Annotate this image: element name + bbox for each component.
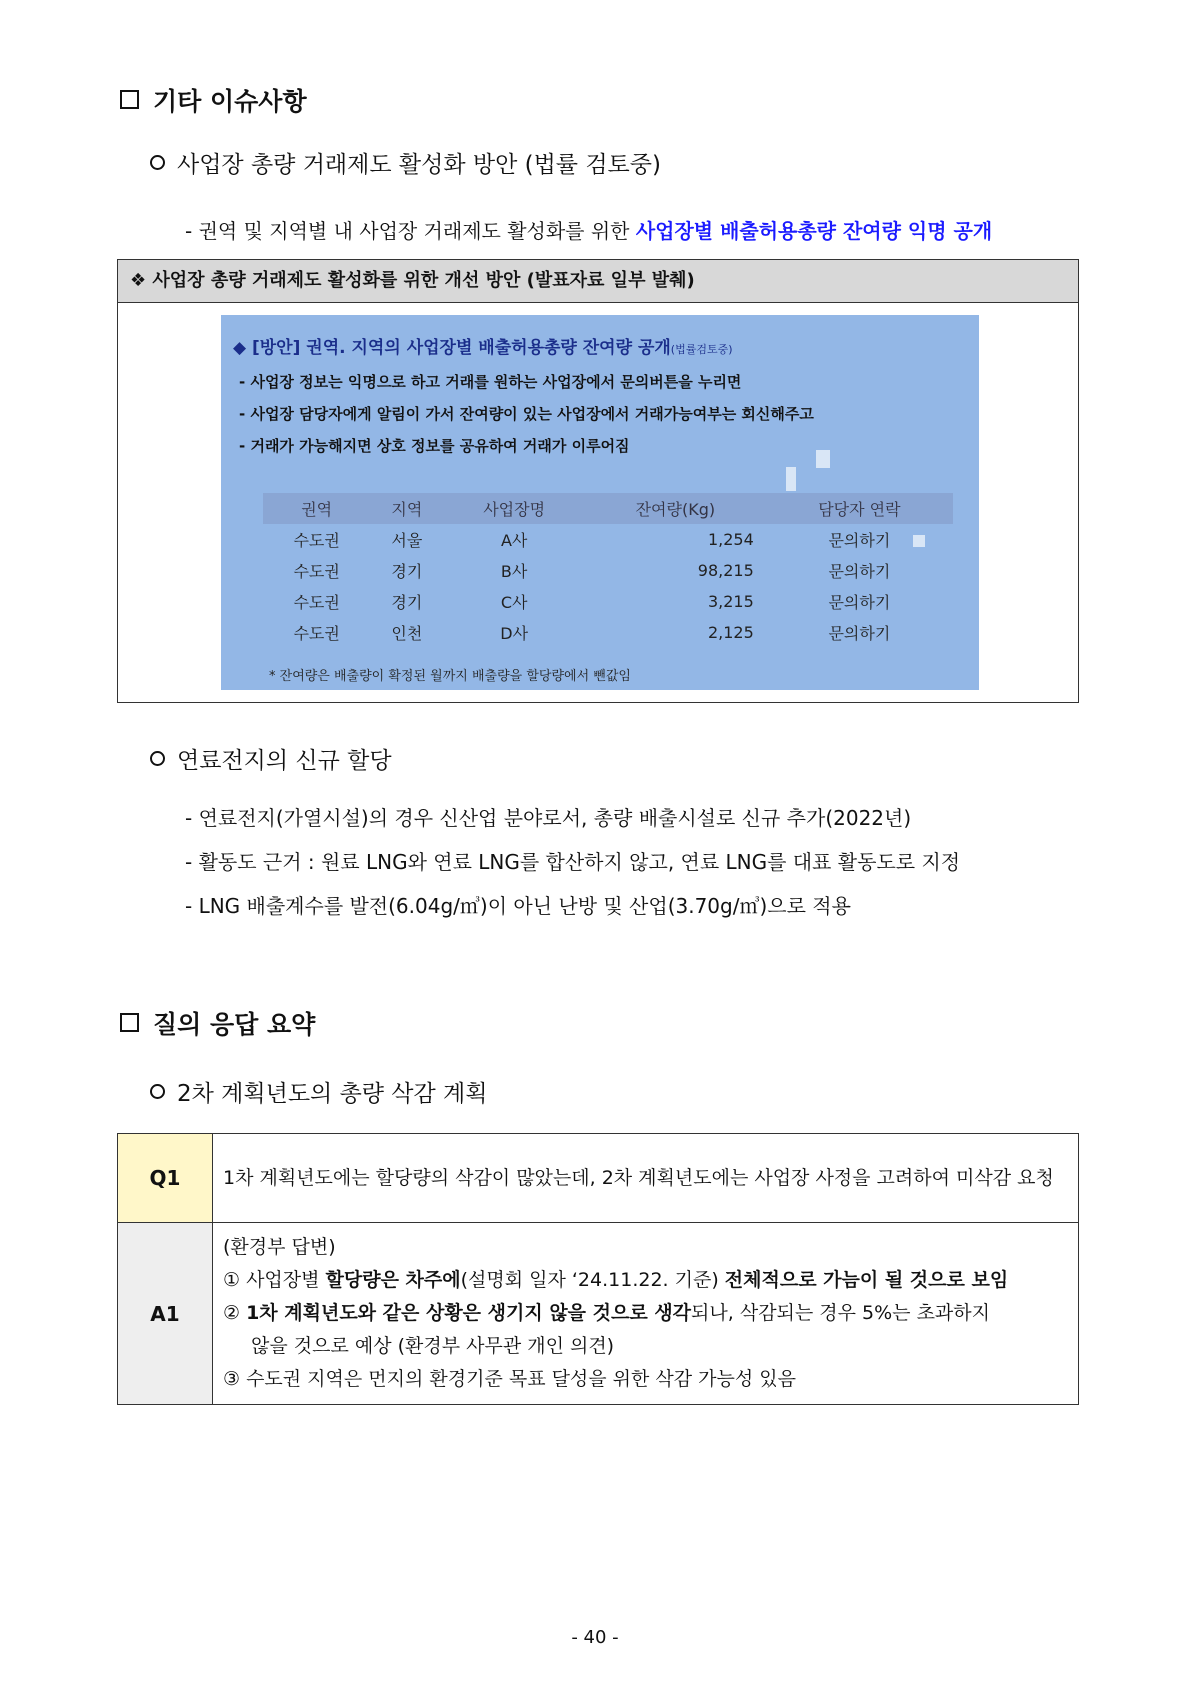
slide-line: - 사업장 정보는 익명으로 하고 거래를 원하는 사업장에서 문의버튼을 누리면 bbox=[239, 373, 742, 391]
question-label: Q1 bbox=[118, 1134, 213, 1223]
table-row: 수도권 경기 C사 3,215 문의하기 bbox=[263, 586, 953, 617]
slide-table bbox=[263, 493, 953, 648]
contact-link[interactable]: 문의하기 bbox=[828, 624, 891, 643]
table-row bbox=[118, 1223, 1079, 1405]
bullet-fuel-cell: - 연료전지(가열시설)의 경우 신산업 분야로서, 총량 배출시설로 신규 추가(2022년) bbox=[185, 806, 912, 830]
slide-line: - 거래가 가능해지면 상호 정보를 공유하여 거래가 이루어짐 bbox=[239, 437, 630, 455]
table-row bbox=[118, 1134, 1079, 1223]
slide-table-header: 권역 지역 사업장명 잔여량(Kg) 담당자 연락 bbox=[263, 493, 953, 524]
circle-bullet-icon bbox=[150, 751, 165, 766]
glare bbox=[786, 467, 796, 491]
section-title-qa: 질의 응답 요약 bbox=[120, 1005, 315, 1041]
section-title-issues: 기타 이슈사항 bbox=[120, 82, 307, 118]
slide-line: - 사업장 담당자에게 알림이 가서 잔여량이 있는 사업장에서 거래가능여부는 회신해주고 bbox=[239, 405, 814, 423]
table-row: 수도권 인천 D사 2,125 문의하기 bbox=[263, 617, 953, 648]
subsection-fuel-cell: 연료전지의 신규 할당 bbox=[150, 742, 392, 775]
excerpt-caption: ❖ 사업장 총량 거래제도 활성화를 위한 개선 방안 (발표자료 일부 발췌) bbox=[118, 260, 1078, 303]
answer-label: A1 bbox=[118, 1223, 213, 1405]
square-bullet-icon bbox=[120, 90, 139, 109]
contact-link[interactable]: 문의하기 bbox=[828, 531, 891, 550]
table-row: 수도권 서울 A사 1,254 문의하기 bbox=[263, 524, 953, 555]
excerpt-box bbox=[117, 259, 1079, 703]
slide-footnote: * 잔여량은 배출량이 확정된 월까지 배출량을 할당량에서 뺀값임 bbox=[269, 669, 631, 684]
bullet-fuel-cell: - 활동도 근거 : 원료 LNG와 연료 LNG를 합산하지 않고, 연료 LNG를 대표 활동도로 지정 bbox=[185, 850, 961, 874]
answer-text: (환경부 답변) ① 사업장별 할당량은 차주에(설명회 일자 ‘24.11.22. 기준) 전체적으로 가늠이 될 것으로 보임 ② 1차 계획년도와 같은 상황은 생기지 않을 것으로 생각되나, 삭감되는 경우 5%는 초과하지 않을 것으로 예상 (환경부 사무관 개인 의견) ③ 수도권 지역은 먼지의 환경기준 목표 달성을 위한 삭감 가능성 있음 bbox=[213, 1223, 1079, 1405]
square-bullet-icon bbox=[120, 1013, 139, 1032]
bullet-trading: - 권역 및 지역별 내 사업장 거래제도 활성화를 위한 사업장별 배출허용총량 잔여량 익명 공개 bbox=[185, 219, 993, 243]
highlight-text: 사업장별 배출허용총량 잔여량 익명 공개 bbox=[635, 219, 993, 243]
circle-bullet-icon bbox=[150, 1084, 165, 1099]
bullet-fuel-cell: - LNG 배출계수를 발전(6.04g/㎥)이 아닌 난방 및 산업(3.70g/㎥)으로 적용 bbox=[185, 894, 851, 918]
slide-image bbox=[221, 315, 979, 690]
qa-table bbox=[117, 1133, 1079, 1405]
question-text: 1차 계획년도에는 할당량의 삭감이 많았는데, 2차 계획년도에는 사업장 사정을 고려하여 미삭감 요청 bbox=[213, 1134, 1079, 1223]
subsection-trading: 사업장 총량 거래제도 활성화 방안 (법률 검토중) bbox=[150, 146, 661, 179]
contact-link[interactable]: 문의하기 bbox=[828, 562, 891, 581]
table-row: 수도권 경기 B사 98,215 문의하기 bbox=[263, 555, 953, 586]
circle-bullet-icon bbox=[150, 155, 165, 170]
glare bbox=[816, 450, 830, 468]
page-number: - 40 - bbox=[571, 1627, 619, 1648]
subsection-reduction: 2차 계획년도의 총량 삭감 계획 bbox=[150, 1075, 488, 1108]
slide-title: ◆ [방안] 권역. 지역의 사업장별 배출허용총량 잔여량 공개(법률검토중) bbox=[233, 338, 733, 358]
contact-link[interactable]: 문의하기 bbox=[828, 593, 891, 612]
